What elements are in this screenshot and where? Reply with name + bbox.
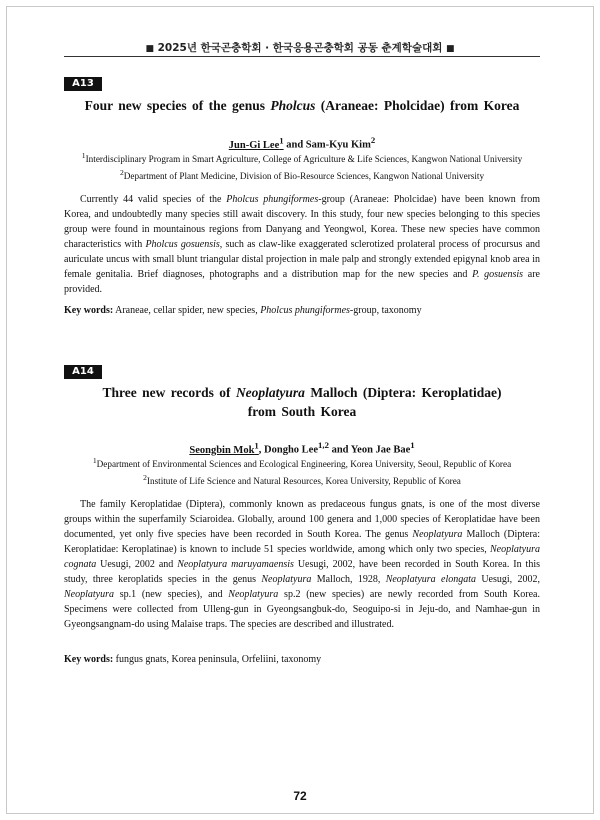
text-run: are provided. <box>64 269 540 295</box>
text-run: -group (Araneae: Pholcidae) have been known from Korea, and undoubtedly many species still await discovery. In this study, four new species belonging to this species group were found in mountainous regions from Danyang and Yeongwol, Korea. These new species have common characteristics with <box>64 194 540 250</box>
affiliation-mark: 1 <box>92 456 97 465</box>
italic-text-run: Neoplatyura <box>235 385 305 400</box>
author-affiliation-mark: 1 <box>254 440 259 450</box>
affiliation-list <box>60 454 544 488</box>
running-header <box>0 40 600 55</box>
author-separator: and <box>328 444 351 456</box>
text-run: Uesugi, 2002, <box>476 574 540 585</box>
abstract-code-badge: A14 <box>64 365 102 379</box>
page-number: 72 <box>293 789 307 803</box>
keywords-text <box>113 654 321 665</box>
italic-text-run: Pholcus phungiformes <box>260 305 350 316</box>
header-rule <box>64 56 540 57</box>
text-run: from South Korea <box>247 404 357 419</box>
text-run: Uesugi, 2002 and <box>96 559 178 570</box>
affiliation-mark: 1 <box>81 151 86 160</box>
author-separator: and <box>283 139 306 151</box>
keywords-line <box>64 653 540 667</box>
author-name: Dongho Lee <box>264 444 319 456</box>
abstract-code-badge: A13 <box>64 77 102 91</box>
keywords-text <box>113 305 421 316</box>
affiliation-text: Institute of Life Science and Natural Resources, Korea University, Republic of Korea <box>146 476 461 487</box>
abstract-title <box>64 383 540 421</box>
author-name: Sam-Kyu Kim <box>305 139 371 151</box>
italic-text-run: Neoplatyura cognata <box>64 544 540 570</box>
affiliation-line <box>60 454 544 471</box>
abstract-title <box>64 96 540 115</box>
text-run: Araneae, cellar spider, new species, <box>113 305 261 316</box>
affiliation-mark: 2 <box>119 168 124 178</box>
author-affiliation-mark: 1,2 <box>318 440 329 450</box>
keywords-label: Key words: <box>64 654 114 665</box>
affiliation-text: Department of Environmental Sciences and Ecological Engineering, Korea University, Seoul, Republic of Korea <box>96 459 512 470</box>
author-name: Yeon Jae Bae <box>350 444 411 456</box>
abstract-body <box>64 497 540 632</box>
text-run: sp.1 (new species), and <box>114 589 229 600</box>
italic-text-run: Pholcus <box>270 98 316 113</box>
italic-text-run: Neoplatyura <box>412 529 463 540</box>
italic-text-run: Neoplatyura elongata <box>385 574 476 585</box>
italic-text-run: Neoplatyura <box>261 574 312 585</box>
text-run: Four new species of the genus <box>84 98 271 113</box>
keywords-label: Key words: <box>64 305 114 316</box>
text-run: -group, taxonomy <box>349 305 422 316</box>
author-affiliation-mark: 1 <box>410 440 415 450</box>
keywords-line <box>64 304 540 318</box>
affiliation-list <box>60 149 544 183</box>
affiliation-text: Interdisciplinary Program in Smart Agriculture, College of Agriculture & Life Sciences, Kangwon National University <box>85 154 523 165</box>
text-run: Uesugi, 2002, have been recorded in South Korea. In this study, three keroplatids species in the genus <box>64 559 540 585</box>
text-run: fungus gnats, Korea peninsula, Orfeliini, taxonomy <box>113 654 322 665</box>
affiliation-text: Department of Plant Medicine, Division of Bio-Resource Sciences, Kangwon National University <box>123 171 485 182</box>
italic-text-run: Neoplatyura <box>228 589 279 600</box>
author-name: Jun-Gi Lee <box>228 139 280 151</box>
abstract-body <box>64 192 540 297</box>
author-separator: , <box>258 444 265 456</box>
author-affiliation-mark: 2 <box>370 135 376 145</box>
header-title: 2025년 한국곤충학회 · 한국응용곤충학회 공동 춘계학술대회 <box>157 42 443 54</box>
text-run: Malloch (Diptera: Keroplatidae: Keroplatinae) is known to include 51 species worldwide, among which only two species, <box>64 529 541 555</box>
text-run: Three new records of <box>102 385 236 400</box>
italic-text-run: Pholcus gosuensis <box>145 239 220 250</box>
italic-text-run: Neoplatyura <box>64 589 114 600</box>
text-run: Currently 44 valid species of the <box>80 194 227 205</box>
author-affiliation-mark: 1 <box>279 135 284 145</box>
header-square-right: ■ <box>446 44 455 54</box>
text-run: Malloch (Diptera: Keroplatidae) <box>304 385 502 400</box>
italic-text-run: P. gosuensis <box>472 269 524 280</box>
affiliation-line <box>60 471 544 488</box>
header-square-left: ■ <box>145 44 154 54</box>
text-run: The family Keroplatidae (Diptera), commonly known as predaceous fungus gnats, is one of the most diverse groups within the superfamily Sciaroidea. Globally, around 100 genera and 1,000 species of Keroplatidae have been documented, yet only five species have been recorded in South Korea. The genus <box>64 499 540 540</box>
text-run: Malloch, 1928, <box>311 574 386 585</box>
affiliation-line <box>60 149 544 166</box>
text-run: sp.2 (new species) are newly recorded from South Korea. Specimens were collected from Ulleng-gun in Gyeongsangbuk-do, Seoguipo-si in Jeju-do, and Namhae-gun in Gyeongsangnam-do using Malaise traps. The species are described and illustrated. <box>64 589 540 630</box>
italic-text-run: Pholcus phungiformes <box>226 194 319 205</box>
text-run: (Araneae: Pholcidae) from Korea <box>315 98 520 113</box>
author-name: Seongbin Mok <box>189 444 255 456</box>
italic-text-run: Neoplatyura maruyamaensis <box>177 559 294 570</box>
affiliation-mark: 2 <box>143 473 147 483</box>
affiliation-line <box>60 166 544 183</box>
text-run: , such as claw-like exaggerated sclerotized prolateral process of procursus and auriculate uncus with small blunt triangular distal projection in male palp and strongly extended epigynal knob area in female genitalia. Brief diagnoses, photographs and a distribution map for the new species and <box>64 239 541 280</box>
